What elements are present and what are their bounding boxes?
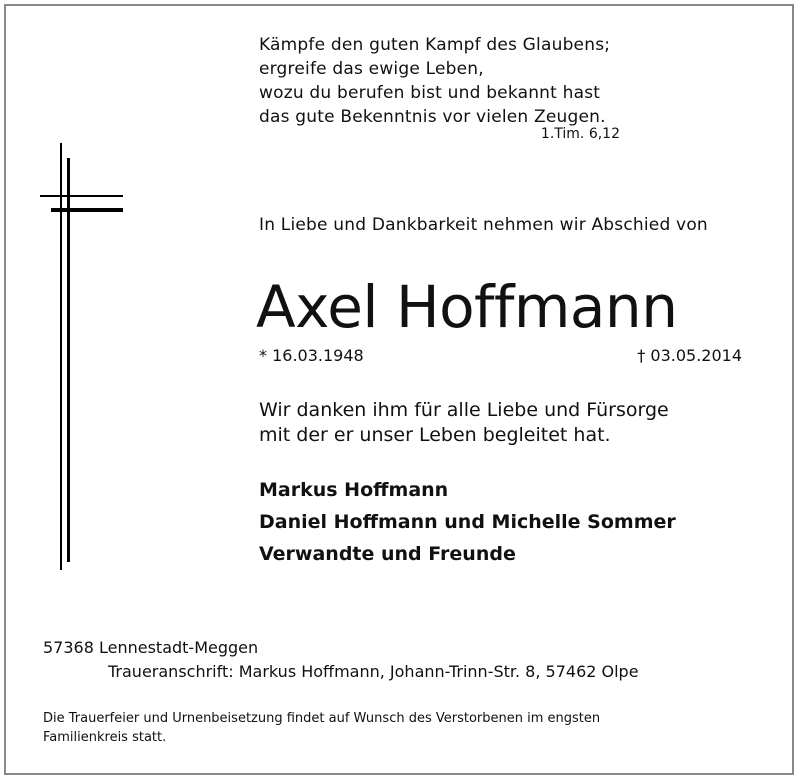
verse-line: Kämpfe den guten Kampf des Glaubens;	[259, 35, 611, 55]
mourner-name: Markus Hoffmann	[259, 479, 449, 501]
mourner-name: Verwandte und Freunde	[259, 543, 516, 565]
farewell-intro: In Liebe und Dankbarkeit nehmen wir Abschied von	[259, 215, 708, 235]
notice-line: Familienkreis statt.	[43, 730, 167, 745]
funeral-notice	[43, 709, 763, 747]
thanks-line: mit der er unser Leben begleitet hat.	[259, 424, 611, 446]
death-date: † 03.05.2014	[637, 346, 742, 365]
place-line: 57368 Lennestadt-Meggen	[43, 638, 259, 657]
verse-line: das gute Bekenntnis vor vielen Zeugen.	[259, 107, 606, 127]
verse-line: ergreife das ewige Leben,	[259, 59, 484, 79]
mourning-address: Traueranschrift: Markus Hoffmann, Johann-Trinn-Str. 8, 57462 Olpe	[108, 662, 639, 681]
verse-line: wozu du berufen bist und bekannt hast	[259, 83, 601, 103]
mourner-name: Daniel Hoffmann und Michelle Sommer	[259, 511, 676, 533]
notice-line: Die Trauerfeier und Urnenbeisetzung findet auf Wunsch des Verstorbenen im engsten	[43, 711, 601, 726]
double-line-cross-icon	[38, 143, 123, 570]
thanks-line: Wir danken ihm für alle Liebe und Fürsorge	[259, 399, 669, 421]
thanks-text	[259, 398, 669, 448]
bible-verse	[259, 33, 679, 129]
verse-reference: 1.Tim. 6,12	[540, 126, 620, 142]
deceased-name: Axel Hoffmann	[256, 273, 678, 341]
birth-date: * 16.03.1948	[259, 346, 364, 365]
mourners-list	[259, 474, 676, 570]
